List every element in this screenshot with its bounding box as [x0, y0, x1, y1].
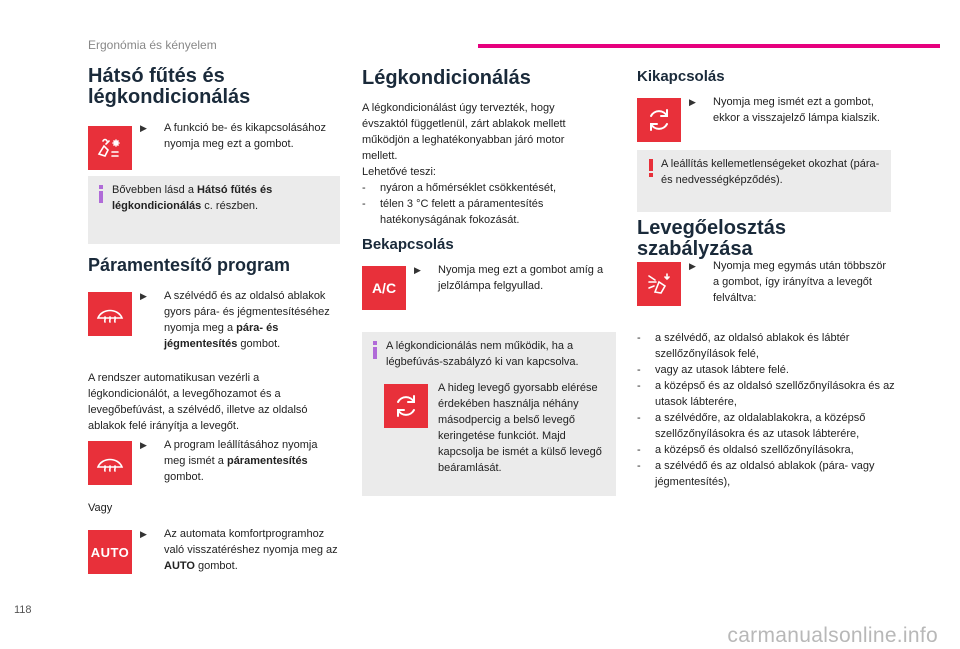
rear-ac-button-icon [88, 126, 132, 170]
info-icon [368, 340, 384, 360]
windscreen-defog-icon [94, 447, 126, 479]
defog-instruction: ▶ A szélvédő és az oldalsó ablakok gyors pára- és jégmentesítéséhez nyomja meg a pára- és jégmentesítés gombot. [140, 290, 330, 350]
air-distribution-button-icon [637, 262, 681, 306]
list-item: - vagy az utasok lábtere felé. [637, 362, 899, 378]
list-item: - nyáron a hőmérséklet csökkentését, [362, 180, 592, 196]
defog-auto-paragraph: A rendszer automatikusan vezérli a légkondicionálót, a levegőhozamot és a levegőbefúvást, a szélvédő, illetve az oldalsó ablakok felé irányítja a levegőt. [88, 372, 308, 432]
running-header: Ergonómia és kényelem [88, 38, 217, 52]
watermark: carmanualsonline.info [727, 624, 938, 647]
ac-on-instruction: ▶ Nyomja meg ezt a gombot amíg a jelzőlámpa felgyullad. [414, 264, 604, 292]
ac-intro: A légkondicionálást úgy tervezték, hogy évszaktól függetlenül, zárt ablakok mellett működjön a leghatékonyabban járó motor mellett. Lehetővé teszi: - nyáron a hőmérséklet csökkentését, - télen 3 °C felett a páramentesítés hatékonyságának fokozását. [362, 100, 592, 228]
defog-stop-instruction: ▶ A program leállításához nyomja meg ismét a páramentesítés gombot. [140, 439, 318, 483]
ac-button-icon [362, 266, 406, 310]
or-text: Vagy [88, 502, 113, 514]
defog-button-icon [88, 292, 132, 336]
ac-off-instruction: ▶ Nyomja meg ismét ezt a gombot, ekkor a visszajelző lámpa kialszik. [689, 96, 880, 124]
section-title-air-distribution: Levegőelosztás szabályzása [637, 217, 786, 260]
rear-ac-info-note: Bővebben lásd a Hátsó fűtés és légkondicionálás c. részben. [88, 176, 340, 244]
section-title-ac-off: Kikapcsolás [637, 68, 725, 85]
recirculation-icon [390, 390, 422, 422]
list-item: - a középső és oldalsó szellőzőnyílásokra, [637, 442, 899, 458]
ac-benefits-list [362, 180, 592, 228]
section-title-ac: Légkondicionálás [362, 67, 531, 89]
section-title-defog: Páramentesítő program [88, 255, 291, 275]
defog-stop-button-icon [88, 441, 132, 485]
list-item: - a középső és az oldalsó szellőzőnyílásokra és az utasok lábterére, [637, 378, 899, 410]
list-item: - télen 3 °C felett a páramentesítés hatékonyságának fokozását. [362, 196, 592, 228]
recirculation-button-icon [384, 384, 428, 428]
list-item: - a szélvédő, az oldalsó ablakok és lábtér szellőzőnyílások felé, [637, 330, 899, 362]
ac-label: A/C [371, 280, 397, 296]
ac-info-note: A légkondicionálás nem működik, ha a légbefúvás-szabályzó ki van kapcsolva. A hideg levegő gyorsabb elérése érdekében használja néhány másodpercig a belső levegő keringetése funkciót. Majd kapcsolja be ismét a külső levegő beáramlását. [362, 332, 616, 496]
auto-button-icon [88, 530, 132, 574]
list-item: - a szélvédőre, az oldalablakokra, a középső szellőzőnyílásokra és az utasok lábterére, [637, 410, 899, 442]
air-distribution-list [637, 330, 899, 490]
air-distribution-icon [643, 268, 675, 300]
section-title-ac-on: Bekapcsolás [362, 236, 454, 253]
auto-instruction: ▶ Az automata komfortprogramhoz való visszatéréshez nyomja meg az AUTO gombot. [140, 528, 338, 572]
page-number: 118 [14, 604, 32, 616]
rear-ac-icon [94, 132, 126, 164]
ac-off-button-icon [637, 98, 681, 142]
info-icon [94, 184, 110, 204]
list-item: - a szélvédő és az oldalsó ablakok (pára- vagy jégmentesítés), [637, 458, 899, 490]
ac-off-warning: A leállítás kellemetlenségeket okozhat (pára- és nedvességképződés). [637, 150, 891, 212]
section-title-rear-ac: Hátsó fűtés és légkondicionálás [88, 65, 251, 108]
windscreen-defog-icon [94, 298, 126, 330]
header-accent-bar [478, 44, 940, 48]
rear-ac-instruction: ▶ A funkció be- és kikapcsolásához nyomja meg ezt a gombot. [140, 122, 327, 150]
warning-icon [643, 158, 659, 178]
auto-label: AUTO [90, 544, 130, 560]
air-distribution-instruction: ▶ Nyomja meg egymás után többször a gombot, így irányítva a levegőt felváltva: [689, 260, 887, 304]
recirculation-icon [643, 104, 675, 136]
